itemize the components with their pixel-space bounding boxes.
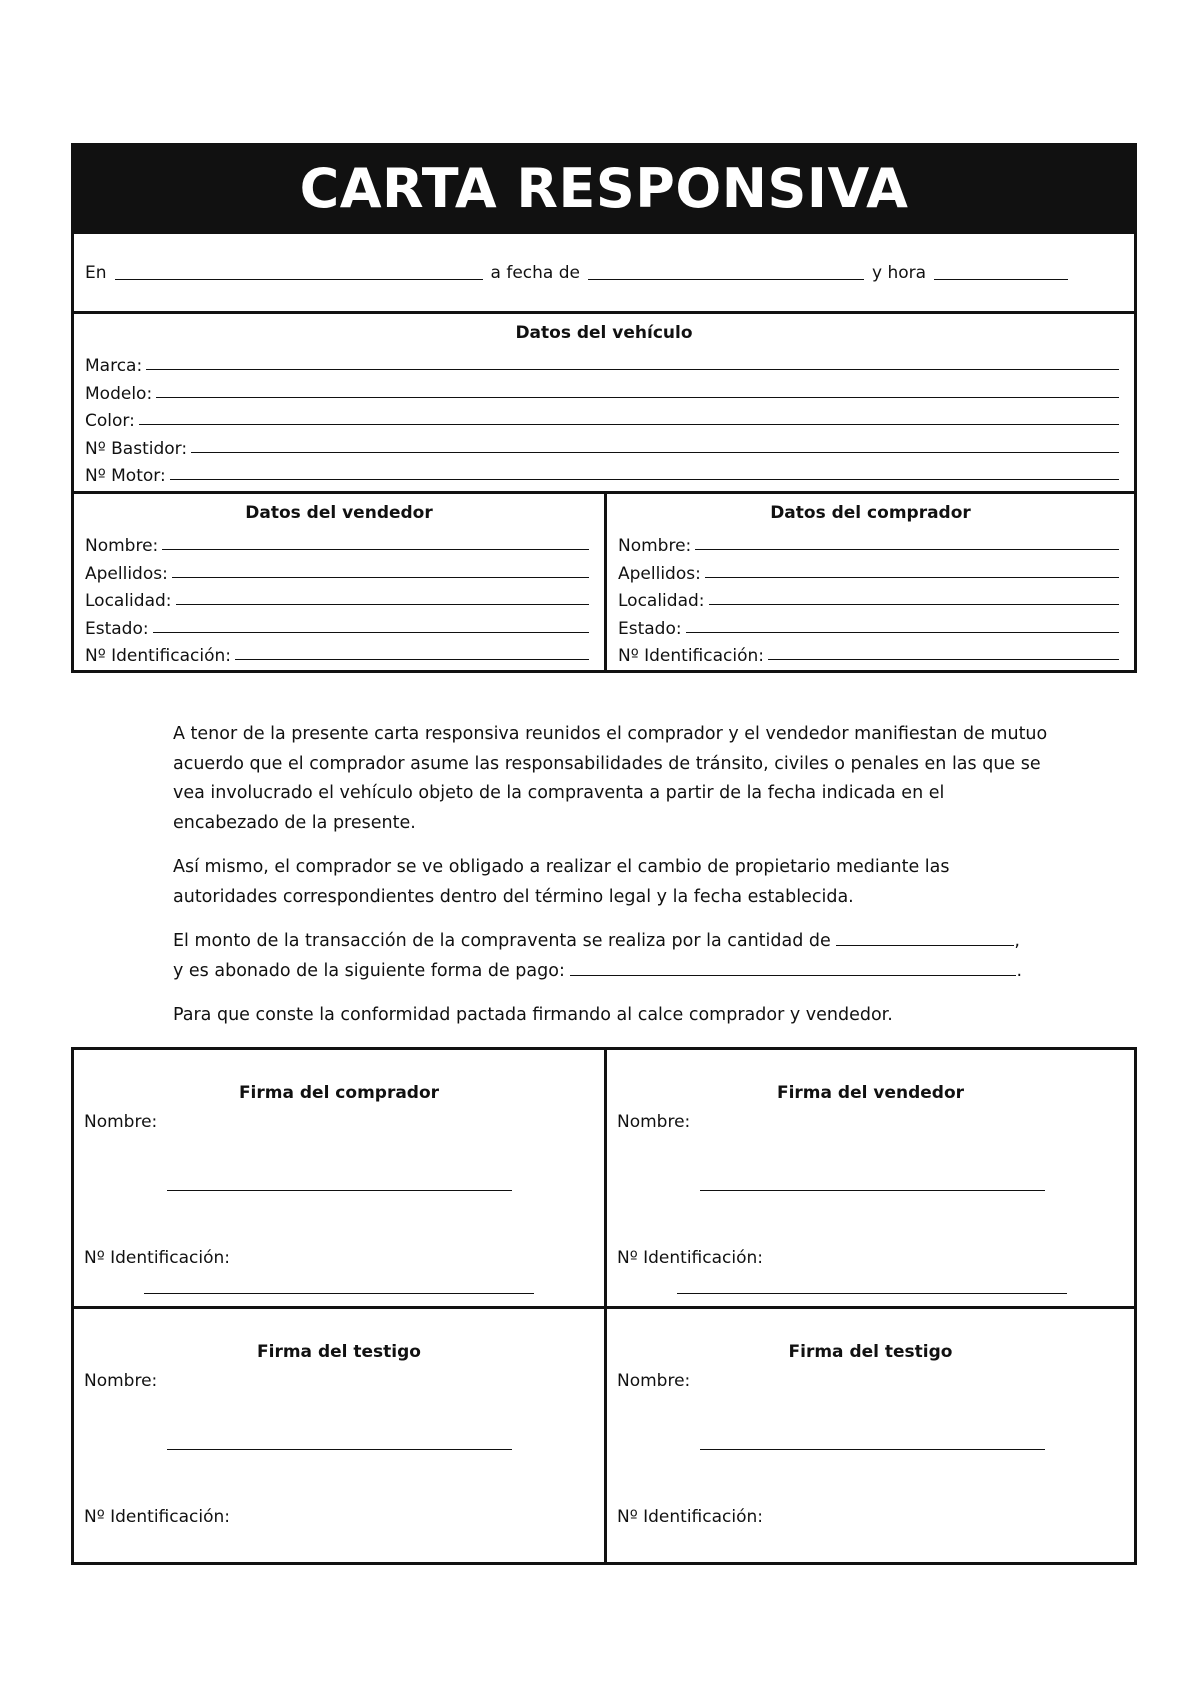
id-label: Nº Identificación: [84,1507,231,1527]
paragraph-amount: El monto de la transacción de la compraventa se realiza por la cantidad de , y es abonado de la siguiente forma de pago: . [173,931,1023,981]
id-line[interactable] [144,1293,534,1294]
buyer-section-title: Datos del comprador [770,503,971,523]
field-label: Localidad: [85,591,172,612]
field-label: Nº Motor: [85,465,166,486]
field-label: Estado: [618,618,682,639]
agreement-text [173,720,1053,1046]
signature-title: Firma del testigo [257,1342,421,1362]
vehicle-field-modelo[interactable] [85,376,1123,403]
paragraph-obligation: Así mismo, el comprador se ve obligado a realizar el cambio de propietario mediante las autoridades correspondientes dentro del término legal y la fecha establecida. [173,857,950,907]
field-line[interactable] [139,424,1119,425]
field-label: Estado: [85,618,149,639]
name-label: Nombre: [617,1112,691,1132]
id-line[interactable] [677,1293,1067,1294]
field-line[interactable] [156,397,1119,398]
signature-box-seller [604,1050,1134,1306]
signature-box-witness-1 [74,1306,604,1562]
title-bar [74,146,1134,231]
field-line[interactable] [235,659,589,660]
paragraph-conformity: Para que conste la conformidad pactada firmando al calce comprador y vendedor. [173,1005,893,1025]
buyer-field-localidad[interactable] [618,584,1123,611]
seller-field-localidad[interactable] [85,584,593,611]
time-field[interactable] [934,266,1068,280]
field-line[interactable] [695,549,1119,550]
field-line[interactable] [162,549,589,550]
field-label: Nº Identificación: [618,645,765,666]
seller-field-nombre[interactable] [85,529,593,556]
place-date-row [74,231,1134,311]
payment-text: y es abonado de la siguiente forma de pago: [173,960,565,981]
field-label: Nº Identificación: [85,645,232,666]
vehicle-field-motor[interactable] [85,459,1123,486]
payment-method-field[interactable] [570,964,1016,976]
signature-box-witness-2 [604,1306,1134,1562]
field-line[interactable] [768,659,1119,660]
name-label: Nombre: [84,1371,158,1391]
signature-line[interactable] [167,1449,512,1450]
paragraph-responsibilities: A tenor de la presente carta responsiva reunidos el comprador y el vendedor manifiestan de mutuo acuerdo que el comprador asume las responsabilidades de tránsito, civiles o penales en las que se vea involucrado el vehículo objeto de la compraventa a partir de la fecha indicada en el encabezado de la presente. [173,724,1048,833]
field-label: Nombre: [85,536,159,557]
field-line[interactable] [709,604,1119,605]
amount-field[interactable] [836,934,1014,946]
signature-title: Firma del comprador [238,1083,440,1103]
seller-field-identificacion[interactable] [85,639,593,666]
field-line[interactable] [170,479,1119,480]
field-line[interactable] [191,452,1119,453]
signature-line[interactable] [700,1449,1045,1450]
date-field[interactable] [588,266,864,280]
field-line[interactable] [153,632,589,633]
field-label: Modelo: [85,383,153,404]
field-label: Nombre: [618,536,692,557]
fecha-label: a fecha de [490,262,580,283]
field-line[interactable] [176,604,589,605]
seller-section [74,494,604,670]
field-line[interactable] [146,369,1119,370]
buyer-field-estado[interactable] [618,611,1123,638]
id-label: Nº Identificación: [617,1507,764,1527]
name-label: Nombre: [617,1371,691,1391]
signature-line[interactable] [167,1190,512,1191]
seller-field-apellidos[interactable] [85,556,593,583]
field-label: Color: [85,411,135,432]
vehicle-field-marca[interactable] [85,349,1123,376]
vehicle-section [74,311,1134,491]
vehicle-section-title: Datos del vehículo [515,323,693,343]
amount-text: El monto de la transacción de la compraventa se realiza por la cantidad de [173,931,831,951]
buyer-field-nombre[interactable] [618,529,1123,556]
buyer-field-apellidos[interactable] [618,556,1123,583]
buyer-field-identificacion[interactable] [618,639,1123,666]
id-label: Nº Identificación: [617,1248,764,1268]
page-title: CARTA RESPONSIVA [299,157,909,220]
signature-title: Firma del testigo [788,1342,953,1362]
signature-title: Firma del vendedor [776,1083,965,1103]
field-label: Marca: [85,356,143,377]
vehicle-field-bastidor[interactable] [85,431,1123,458]
id-label: Nº Identificación: [84,1248,231,1268]
seller-section-title: Datos del vendedor [245,503,433,523]
parties-section [74,491,1134,670]
hora-label: y hora [871,262,927,283]
field-label: Localidad: [618,591,705,612]
seller-field-estado[interactable] [85,611,593,638]
header-form-table [71,143,1137,673]
field-line[interactable] [172,577,589,578]
field-line[interactable] [705,577,1119,578]
en-label: En [85,262,107,283]
field-line[interactable] [686,632,1119,633]
signature-table [71,1047,1137,1565]
field-label: Nº Bastidor: [85,438,188,459]
vehicle-field-color[interactable] [85,404,1123,431]
name-label: Nombre: [84,1112,158,1132]
buyer-section [604,494,1134,670]
place-field[interactable] [115,266,483,280]
field-label: Apellidos: [618,563,701,584]
signature-line[interactable] [700,1190,1045,1191]
field-label: Apellidos: [85,563,168,584]
signature-box-buyer [74,1050,604,1306]
